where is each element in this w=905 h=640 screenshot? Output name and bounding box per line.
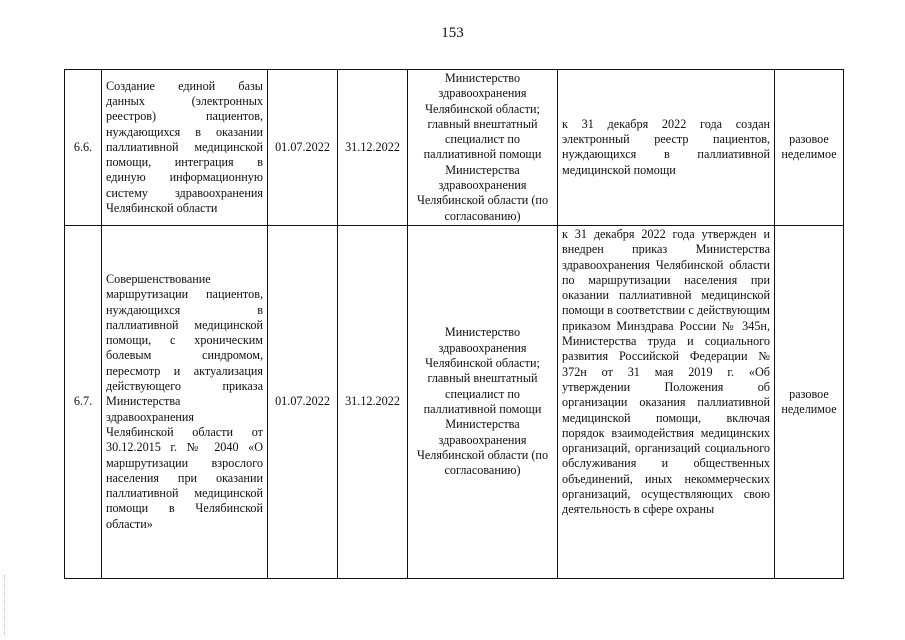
- scan-margin-marks: [4, 575, 6, 635]
- responsible-executors: Министерство здравоохранения Челябинской области; главный внештатный специалист по паллиативной помощи Министерства здравоохранения Челябинской области (по согласованию): [408, 70, 558, 226]
- end-date: 31.12.2022: [338, 225, 408, 578]
- end-date: 31.12.2022: [338, 70, 408, 226]
- expected-result: к 31 декабря 2022 года утвержден и внедрен приказ Министерства здравоохранения Челябинской области по маршрутизации населения при оказании паллиативной медицинской помощи в соответствии с действующим приказом Минздрава России № 345н, Министерства труда и социального развития Российской Федерации № 372н от 31 мая 2019 г. «Об утверждении Положения об организации оказания паллиативной медицинской помощи, включая порядок взаимодействия медицинских организаций, организаций социального обслуживания и общественных объединений, иных некоммерческих организаций, осуществляющих свою деятельность в сфере охраны: [562, 226, 770, 517]
- activity-description: Совершенствование маршрутизации пациентов, нуждающихся в паллиативной медицинской помощи, с хроническим болевым синдромом, пересмотр и актуализация действующего приказа Министерства здравоохранения Челябинской области от 30.12.2015 г. № 2040 «О маршрутизации взрослого населения при оказании паллиативной медицинской помощи в Челябинской области»: [102, 225, 268, 578]
- activity-description: Создание единой базы данных (электронных реестров) пациентов, нуждающихся в оказании паллиативной медицинской помощи, интеграция в единую информационную систему здравоохранения Челябинской области: [102, 70, 268, 226]
- table-row: [65, 70, 844, 226]
- expected-result: к 31 декабря 2022 года создан электронный реестр пациентов, нуждающихся в паллиативной медицинской помощи: [558, 70, 775, 226]
- expected-result-cell: [558, 225, 775, 578]
- activity-type: разовое неделимое: [775, 225, 844, 578]
- start-date: 01.07.2022: [268, 70, 338, 226]
- page-number: 153: [441, 25, 464, 41]
- row-number: 6.6.: [65, 70, 102, 226]
- responsible-executors: Министерство здравоохранения Челябинской области; главный внештатный специалист по паллиативной помощи Министерства здравоохранения Челябинской области (по согласованию): [408, 225, 558, 578]
- start-date: 01.07.2022: [268, 225, 338, 578]
- activity-type: разовое неделимое: [775, 70, 844, 226]
- row-number: 6.7.: [65, 225, 102, 578]
- table-row: [65, 225, 844, 578]
- plan-table: [64, 69, 844, 579]
